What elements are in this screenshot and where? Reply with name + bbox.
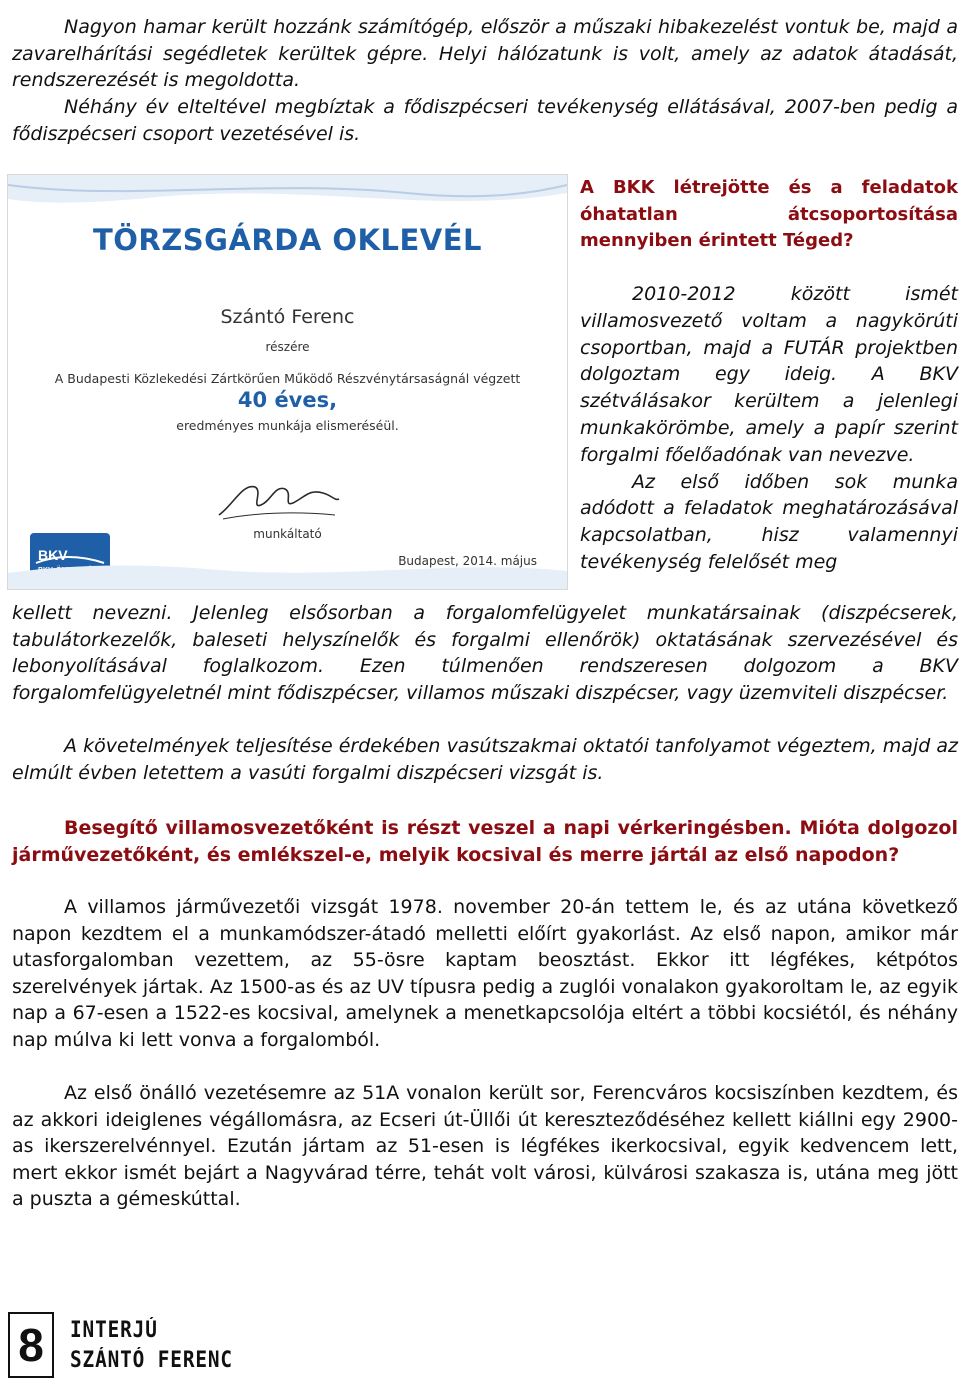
answer-first-day-paragraph-1: A villamos járművezetői vizsgát 1978. november 20-án tettem le, és az utána következő napon kezdtem el a munkamódszer-átadó melletti előírt gyakorlást. Az első napon, amikor már utasforgalomban vezettem, az 55-ösre kaptam beosztást. Ekkor itt légfékes, kétpótos szerelvények jártak. Az 1500-as és az UV típusra pedig a zuglói vonalakon gyakoroltam le, az egyik nap a 67-esen a 1522-es kocsival, amelynek a menetkapcsolója eltért a többi kocsiétól, és néhány nap múlva ki lett vonva a forgalomból. (12, 896, 958, 1051)
signature-icon (213, 475, 343, 523)
certificate-employer-label: munkáltató (253, 527, 322, 541)
certificate-place-date: Budapest, 2014. május (398, 554, 537, 568)
certificate-title: TÖRZSGÁRDA OKLEVÉL (92, 223, 483, 257)
certificate-recipient-name: Szántó Ferenc (220, 306, 355, 328)
certificate-for-label: részére (265, 340, 310, 354)
requirements-paragraph: A követelmények teljesítése érdekében vasútszakmai oktatói tanfolyamot végeztem, majd az elmúlt évben letettem a vasúti forgalmi diszpécseri vizsgát is. (12, 735, 958, 784)
intro-paragraph-2: Néhány év elteltével megbíztak a fődiszpécseri tevékenység ellátásával, 2007-ben pedig a fődiszpécseri csoport vezetésével is. (12, 96, 958, 145)
certificate-bottom-wave (8, 519, 567, 589)
certificate-company-line: A Budapesti Közlekedési Zártkörűen Működő Részvénytársaságnál végzett (54, 371, 521, 386)
page-number: 8 (8, 1312, 54, 1378)
answer-bkk-continuation: kellett nevezni. Jelenleg elsősorban a forgalomfelügyelet munkatársainak (diszpécserek, tabulátorkezelők, baleseti helyszínelők és forgalmi ellenőrök) oktatásának szervezésével és lebonyolításával foglalkozom. Ezen túlmenően rendszeresen dolgozom a BKV forgalomfelügyeletnél mint fődiszpécser, villamos műszaki diszpécser, vagy üzemviteli diszpécser. (12, 602, 958, 704)
answer-bkk-paragraph-1: 2010-2012 között ismét villamosvezető voltam a nagykörúti csoportban, majd a FUTÁR projektben dolgoztam egy ideig. A BKV szétválásakor kerültem a jelenlegi munkakörömbe, amely a papír szerint forgalmi főelőadónak van nevezve. (580, 283, 958, 466)
answer-bkk-column (580, 281, 958, 576)
certificate-image (7, 174, 568, 590)
question-first-day: Besegítő villamosvezetőként is részt veszel a napi vérkeringésben. Mióta dolgozol járművezetőként, és emlékszel-e, melyik kocsival és merre jártál az első napodon? (12, 817, 958, 866)
footer-subject-label: SZÁNTÓ FERENC (70, 1348, 233, 1373)
certificate-merit-line: eredményes munkája elismeréséül. (176, 418, 399, 433)
certificate-years: 40 éves, (237, 388, 338, 412)
bkv-logo-brand: BKV (38, 547, 68, 563)
answer-bkk-paragraph-2: Az első időben sok munka adódott a feladatok meghatározásával kapcsolatban, hisz valamennyi tevékenység felelősét meg (580, 470, 958, 573)
answer-first-day-paragraph-2: Az első önálló vezetésemre az 51A vonalon került sor, Ferencváros kocsiszínben kezdtem, és az akkori ideiglenes végállomásra, az Ecseri út-Üllői út kereszteződéséhez kellett kiállni egy 2900-as ikerszerelvénnyel. Ezután jártam az 51-esen is légfékes ikerkocsival, egyik kedvencem lett, mert ekkor ismét bejárt a Nagyvárad térre, tehát volt városi, külvárosi szakasza is, utána meg jött a puszta a gémeskúttal. (12, 1082, 958, 1210)
footer-section-label: INTERJÚ (70, 1318, 158, 1343)
question-bkk: A BKK létrejötte és a feladatok óhatatlan átcsoportosítása mennyiben érintett Téged? (580, 177, 958, 251)
intro-paragraph-1: Nagyon hamar került hozzánk számítógép, először a műszaki hibakezelést vontuk be, majd a zavarelhárítási segédletek kerültek gépre. Helyi hálózatunk is volt, amely az adatok átadását, rendszerezését is megoldotta. (12, 16, 958, 91)
